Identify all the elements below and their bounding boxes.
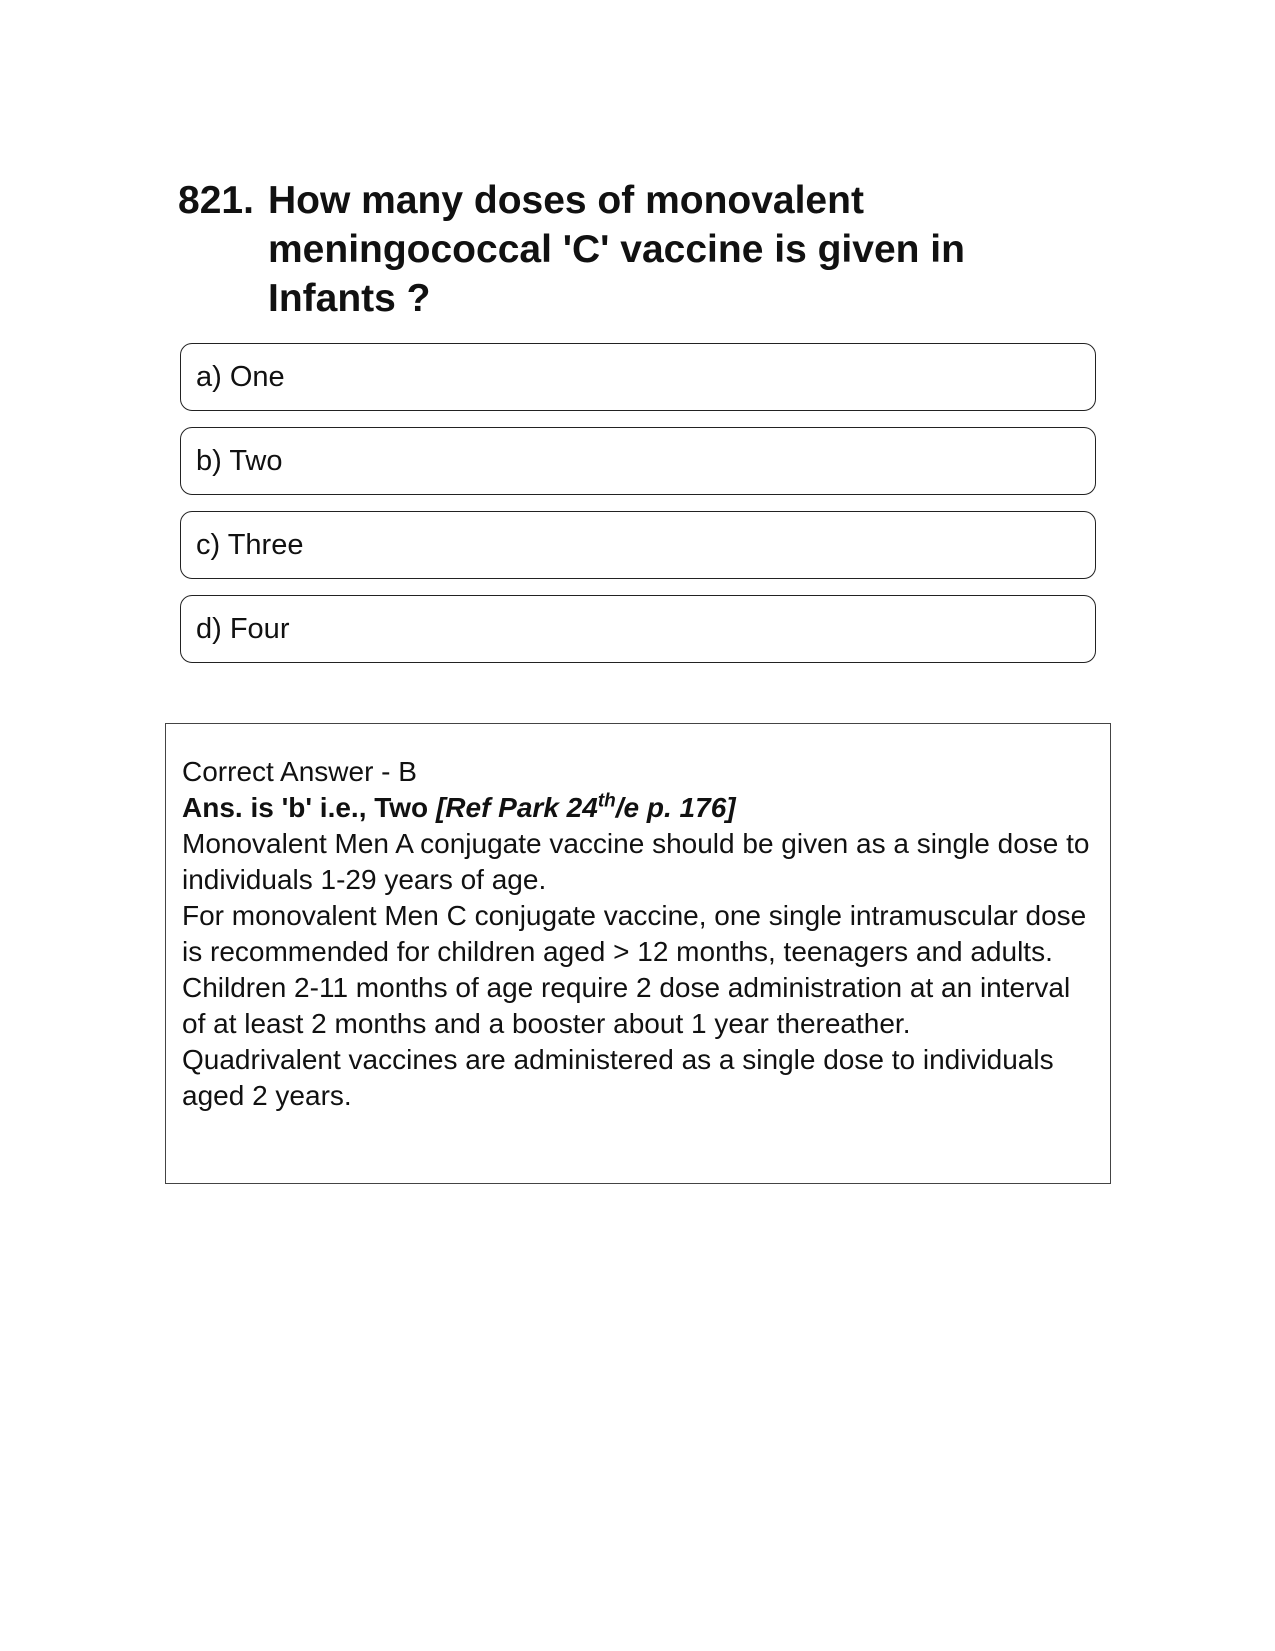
question-number: 821.: [178, 179, 254, 222]
reference: [436, 792, 736, 823]
option-d[interactable]: [180, 595, 1096, 663]
option-c[interactable]: [180, 511, 1096, 579]
reference-suffix: /e p. 176]: [615, 792, 736, 823]
explanation-paragraph: Quadrivalent vaccines are administered as a single dose to individuals aged 2 years.: [182, 1044, 1054, 1111]
explanation-paragraph: Children 2-11 months of age require 2 dose administration at an interval of at least 2 months and a booster about 1 year thereather.: [182, 972, 1071, 1039]
answer-explanation-box: [165, 723, 1111, 1184]
question: [178, 176, 1098, 323]
options-list: [180, 343, 1096, 679]
question-text: How many doses of monovalent meningococcal 'C' vaccine is given in Infants ?: [268, 179, 965, 320]
explanation-paragraph: For monovalent Men C conjugate vaccine, one single intramuscular dose is recommended for children aged > 12 months, teenagers and adults.: [182, 900, 1087, 967]
option-b[interactable]: [180, 427, 1096, 495]
reference-superscript: th: [597, 790, 616, 812]
reference-prefix: [Ref Park 24: [435, 792, 598, 823]
option-d-label: d) Four: [196, 612, 290, 645]
answer-text: Ans. is 'b' i.e., Two: [182, 792, 436, 823]
option-b-label: b) Two: [196, 444, 283, 477]
answer-statement: [182, 790, 1094, 826]
option-a[interactable]: [180, 343, 1096, 411]
option-c-label: c) Three: [196, 528, 304, 561]
option-a-label: a) One: [196, 360, 285, 393]
explanation-paragraph: Monovalent Men A conjugate vaccine should be given as a single dose to individuals 1-29 years of age.: [182, 828, 1090, 895]
correct-answer: Correct Answer - B: [182, 756, 417, 787]
